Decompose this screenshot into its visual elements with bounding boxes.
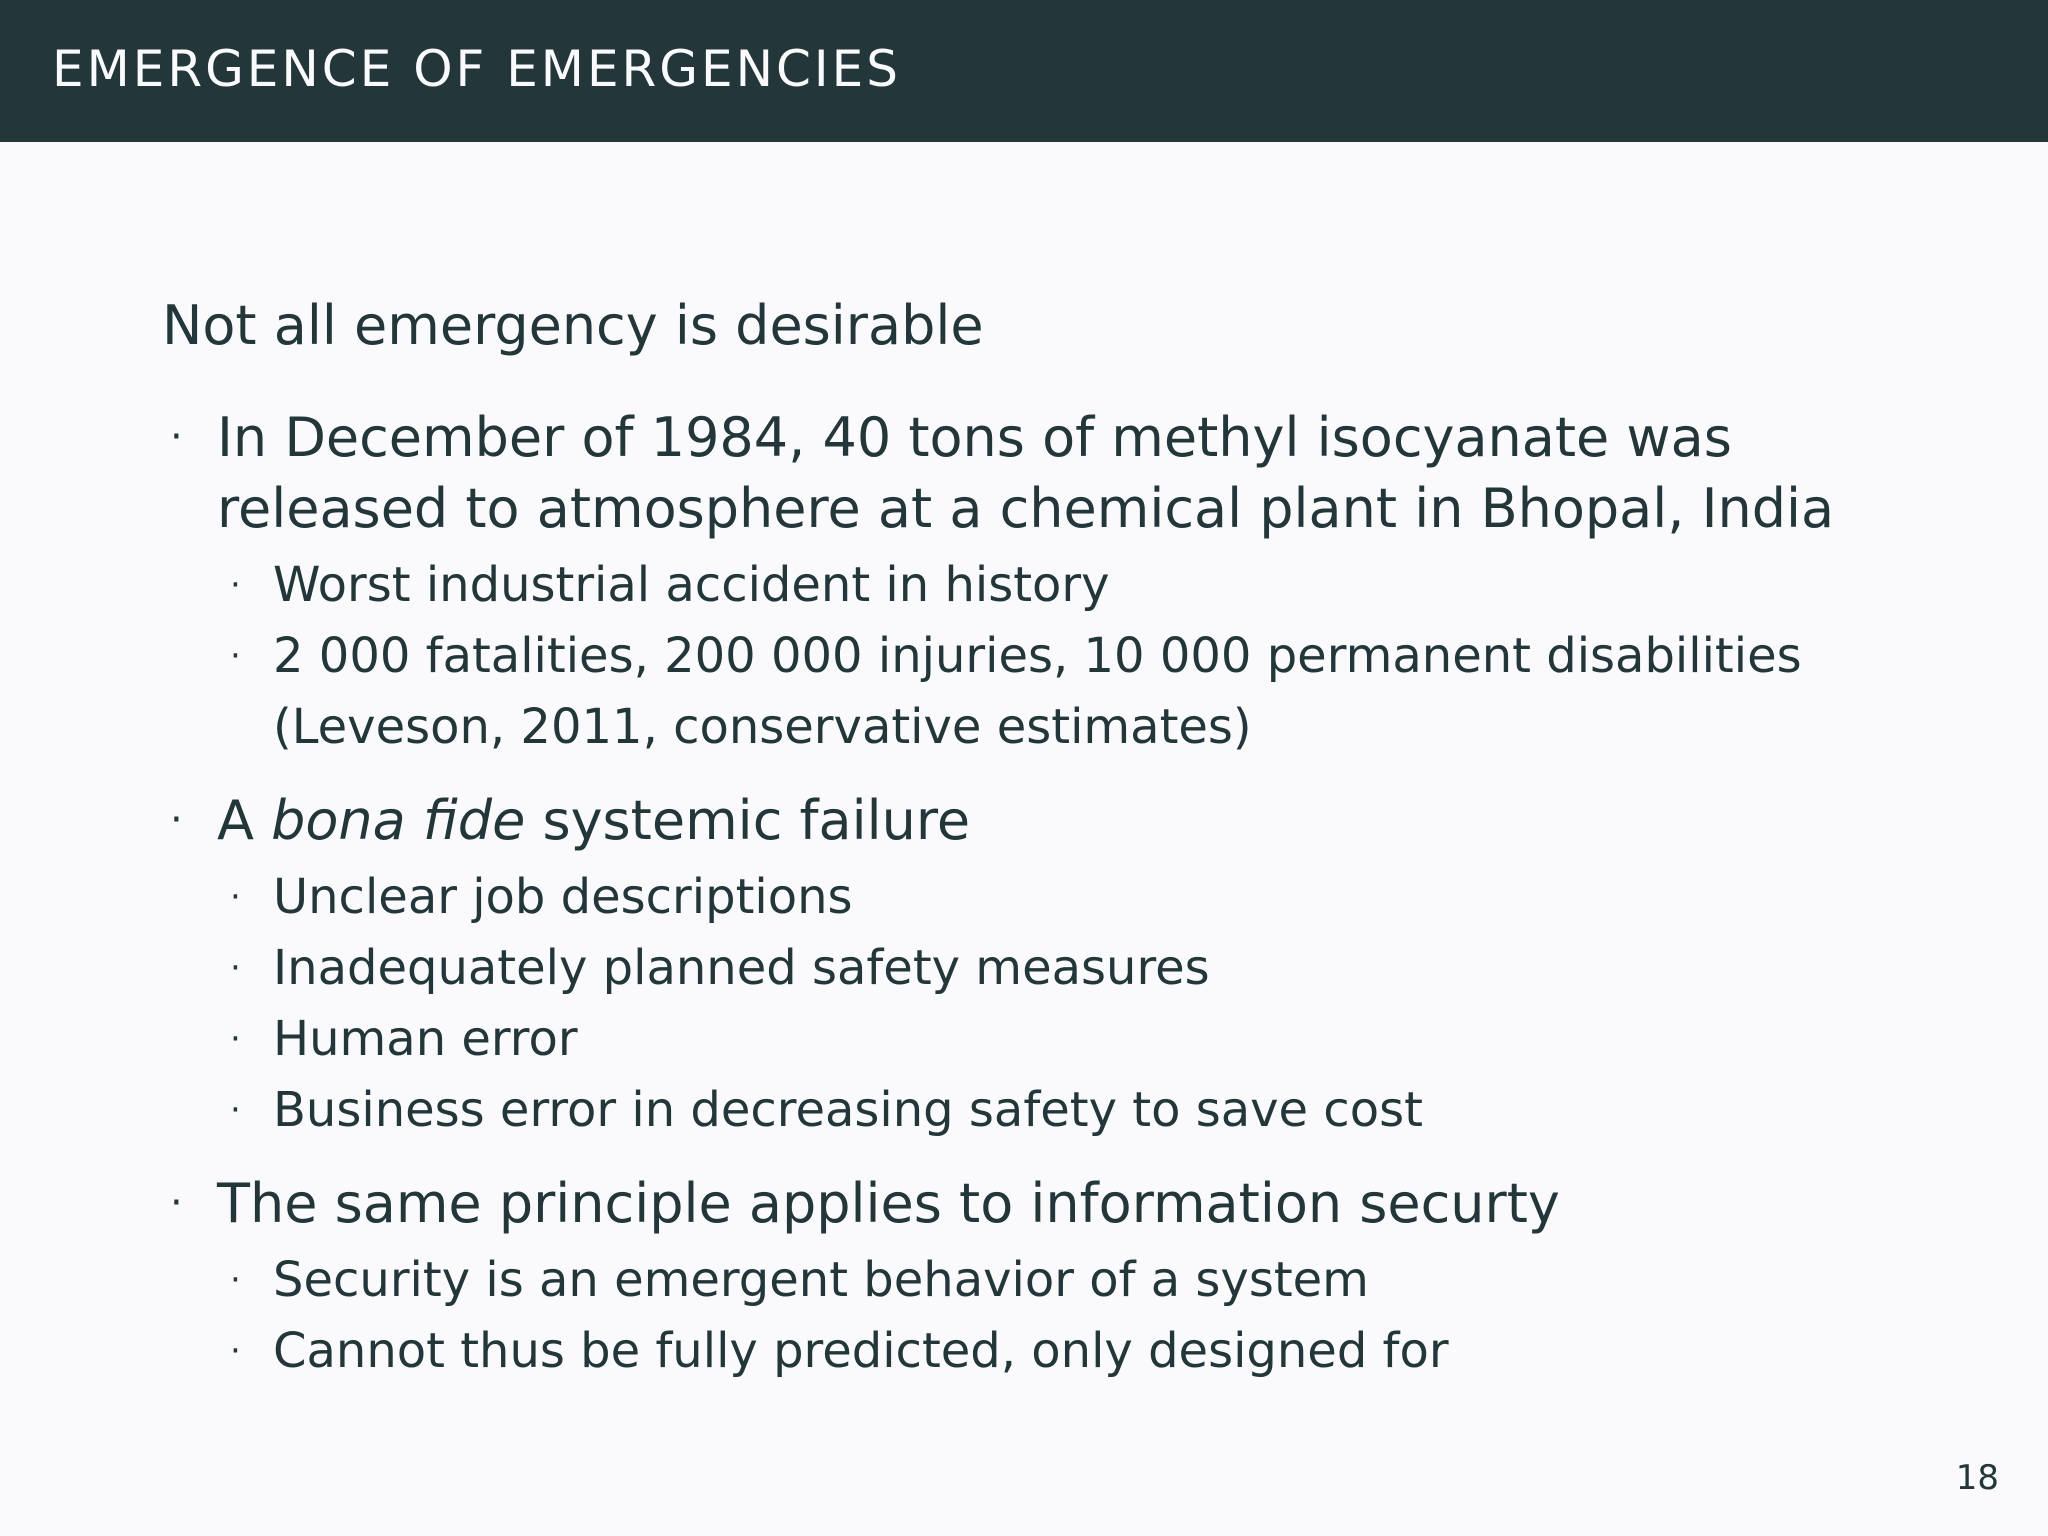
sub-bullet-text: Unclear job descriptions [273, 869, 853, 925]
sub-bullet-text: Security is an emergent behavior of a system [273, 1252, 1369, 1308]
bullet-dot-icon: · [170, 1180, 183, 1226]
sub-list [217, 550, 1962, 763]
bullet-dot-icon: · [230, 565, 241, 605]
bullet-text: In December of 1984, 40 tons of methyl isocyanate was released to atmosphere at a chemical plant in Bhopal, India [217, 406, 1835, 540]
sub-bullet-item [162, 621, 1962, 763]
bullet-dot-icon: · [170, 414, 183, 460]
sub-list [217, 1245, 1962, 1387]
bullet-text: The same principle applies to information securty [217, 1172, 1560, 1235]
intro-text: Not all emergency is desirable [162, 294, 984, 357]
bullet-text [217, 785, 1962, 856]
bullet-dot-icon: · [230, 1090, 241, 1130]
sub-bullet-text: Cannot thus be fully predicted, only designed for [273, 1323, 1449, 1379]
slide-title: EMERGENCE OF EMERGENCIES [52, 40, 902, 98]
bullet-dot-icon: · [230, 877, 241, 917]
bullet-dot-icon: · [230, 1260, 241, 1300]
bullet-text-suffix: systemic failure [525, 789, 971, 852]
sub-bullet-item [162, 933, 1962, 1004]
bullet-text-prefix: A [217, 789, 272, 852]
bullet-item [162, 1168, 1962, 1387]
bullet-dot-icon: · [230, 1331, 241, 1371]
sub-bullet-text: Worst industrial accident in history [273, 557, 1110, 613]
sub-bullet-item [162, 1075, 1962, 1146]
slide-header [0, 0, 2048, 142]
bullet-dot-icon: · [230, 636, 241, 676]
sub-bullet-item [162, 1316, 1962, 1387]
slide-content [162, 290, 1962, 1387]
sub-bullet-item [162, 862, 1962, 933]
sub-list [217, 862, 1962, 1146]
bullet-dot-icon: · [230, 948, 241, 988]
bullet-text-emphasis: bona fide [271, 789, 526, 852]
sub-bullet-text: Business error in decreasing safety to save cost [273, 1082, 1423, 1138]
sub-bullet-text: Inadequately planned safety measures [273, 940, 1210, 996]
bullet-dot-icon: · [170, 797, 183, 843]
sub-bullet-item [162, 550, 1962, 621]
bullet-item [162, 402, 1962, 763]
sub-bullet-text: 2 000 fatalities, 200 000 injuries, 10 000 permanent disabilities (Leveson, 2011, conservative estimates) [273, 628, 1802, 755]
bullet-dot-icon: · [230, 1019, 241, 1059]
page-number: 18 [1955, 1458, 1999, 1498]
sub-bullet-item [162, 1245, 1962, 1316]
sub-bullet-item [162, 1004, 1962, 1075]
sub-bullet-text: Human error [273, 1011, 578, 1067]
bullet-item [162, 785, 1962, 1146]
